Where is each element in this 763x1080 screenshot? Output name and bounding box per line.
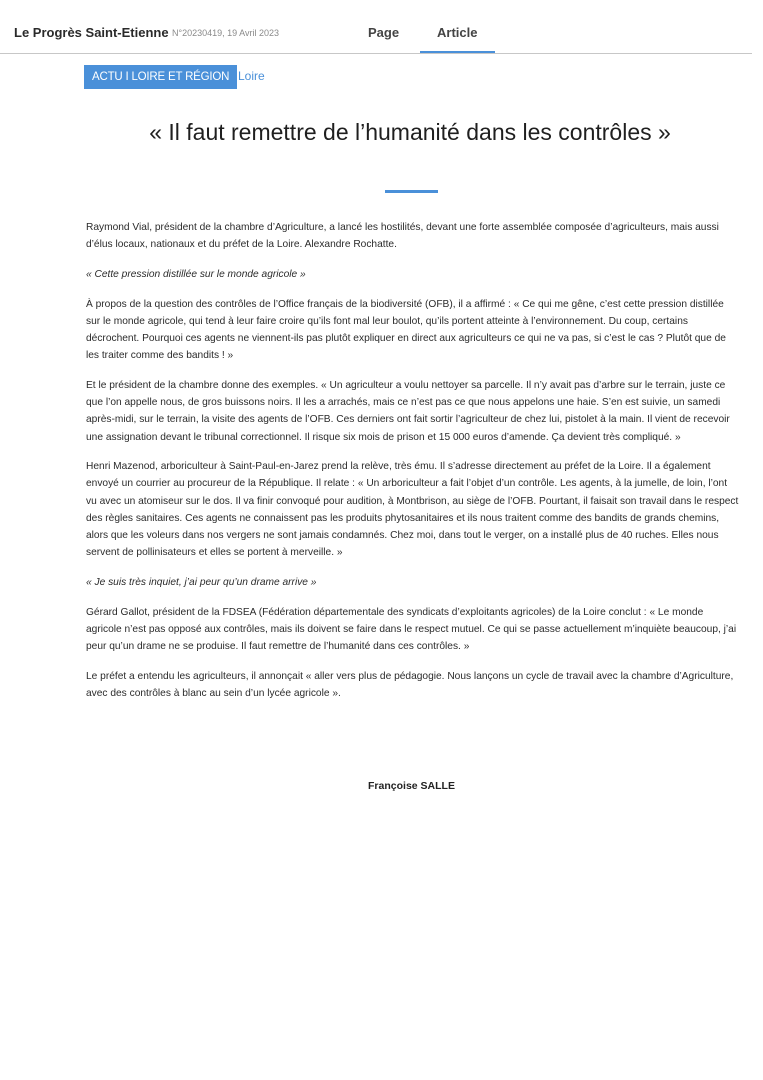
- article-paragraph: À propos de la question des contrôles de l’Office français de la biodiversité (OFB), il a affirmé : « Ce qui me gêne, c’est cette pression distillée sur le monde agricole, qui tend à leur faire croire qu’ils font mal leur boulot, qu’ils portent atteinte à l’environnement. Du coup, certains décrochent. Pourquoi ces agents ne viennent-ils pas plutôt expliquer en direct aux agriculteurs ce qui ne va pas, si c’est le cas ? Plutôt que de les traiter comme des bandits ! »: [86, 298, 726, 362]
- article-paragraph: Le préfet a entendu les agriculteurs, il annonçait « aller vers plus de pédagogie. Nous lançons un cycle de travail avec la chambre d’Agriculture, avec des contrôles à blanc au sein d’un lycée agricole ».: [86, 670, 734, 699]
- article-paragraph: Et le président de la chambre donne des exemples. « Un agriculteur a voulu nettoyer sa parcelle. Il n’y avait pas d’arbre sur le terrain, juste ce que l’on appelle nous, de gros buissons noirs. Il les a arrachés, mais ce n’est pas ce que nous appelons une haie. S’en est suivie, un samedi après-midi, sur le terrain, la visite des agents de l’OFB. Ces derniers ont fait sortir l’agriculteur de chez lui, pistolet à la main. Il vient de recevoir une assignation devant le tribunal correctionnel. Il risque six mois de prison et 15 000 euros d’amende. Ça devient très compliqué. »: [86, 379, 730, 443]
- article-title: « Il faut remettre de l’humanité dans les contrôles »: [149, 119, 671, 145]
- tab-page[interactable]: Page: [368, 25, 400, 40]
- section-category-badge: ACTU I LOIRE ET RÉGION: [84, 65, 237, 89]
- title-underline: [385, 190, 438, 193]
- top-bar: [0, 0, 763, 54]
- article-paragraph: Raymond Vial, président de la chambre d’Agriculture, a lancé les hostilités, devant une forte assemblée composée d’agriculteurs, mais aussi d’élus locaux, nationaux et du préfet de la Loire. Alexandre Rochatte.: [86, 222, 719, 251]
- article-paragraph: Henri Mazenod, arboriculteur à Saint-Paul-en-Jarez prend la relève, très ému. Il s’adresse directement au préfet de la Loire. Il a également envoyé un courrier au procureur de la République. Il relate : « Un arboriculteur a fait l’objet d’un contrôle. Les agents, à la jumelle, de loin, l’ont vu avec un atomiseur sur le dos. Il va finir convoqué pour audition, à Montbrison, au siège de l’OFB. Pourtant, il faisait son travail dans le respect des règles sanitaires. Ces agents ne connaissent pas les produits phytosanitaires et ils nous traitent comme des bandits de grands chemins, alors que les voleurs dans nos vergers ne sont jamais condamnés. Chez moi, dans tout le verger, on a installé plus de 40 ruches. Elles nous servent de pollinisateurs et elles se portent à merveille. »: [86, 461, 739, 559]
- publication-name: Le Progrès Saint-Etienne: [14, 25, 169, 40]
- article-author: Françoise SALLE: [368, 780, 455, 792]
- article-subheading: « Cette pression distillée sur le monde agricole »: [86, 268, 306, 280]
- article-paragraph: Gérard Gallot, président de la FDSEA (Fédération départementale des syndicats d’exploitants agricoles) de la Loire conclut : « Le monde agricole n’est pas opposé aux contrôles, mais ils doivent se faire dans le respect mutuel. Ce qui se passe actuellement m’inquiète beaucoup, j’ai peur qu’un drame ne se produise. Il faut remettre de l’humanité dans ces contrôles. »: [86, 606, 737, 653]
- tab-article[interactable]: Article: [437, 25, 478, 40]
- article-body: [86, 219, 740, 715]
- section-subcategory: Loire: [238, 69, 265, 83]
- article-subheading: « Je suis très inquiet, j’ai peur qu’un drame arrive »: [86, 576, 317, 588]
- edition-info: N°20230419, 19 Avril 2023: [172, 28, 280, 38]
- header-divider: [0, 53, 752, 54]
